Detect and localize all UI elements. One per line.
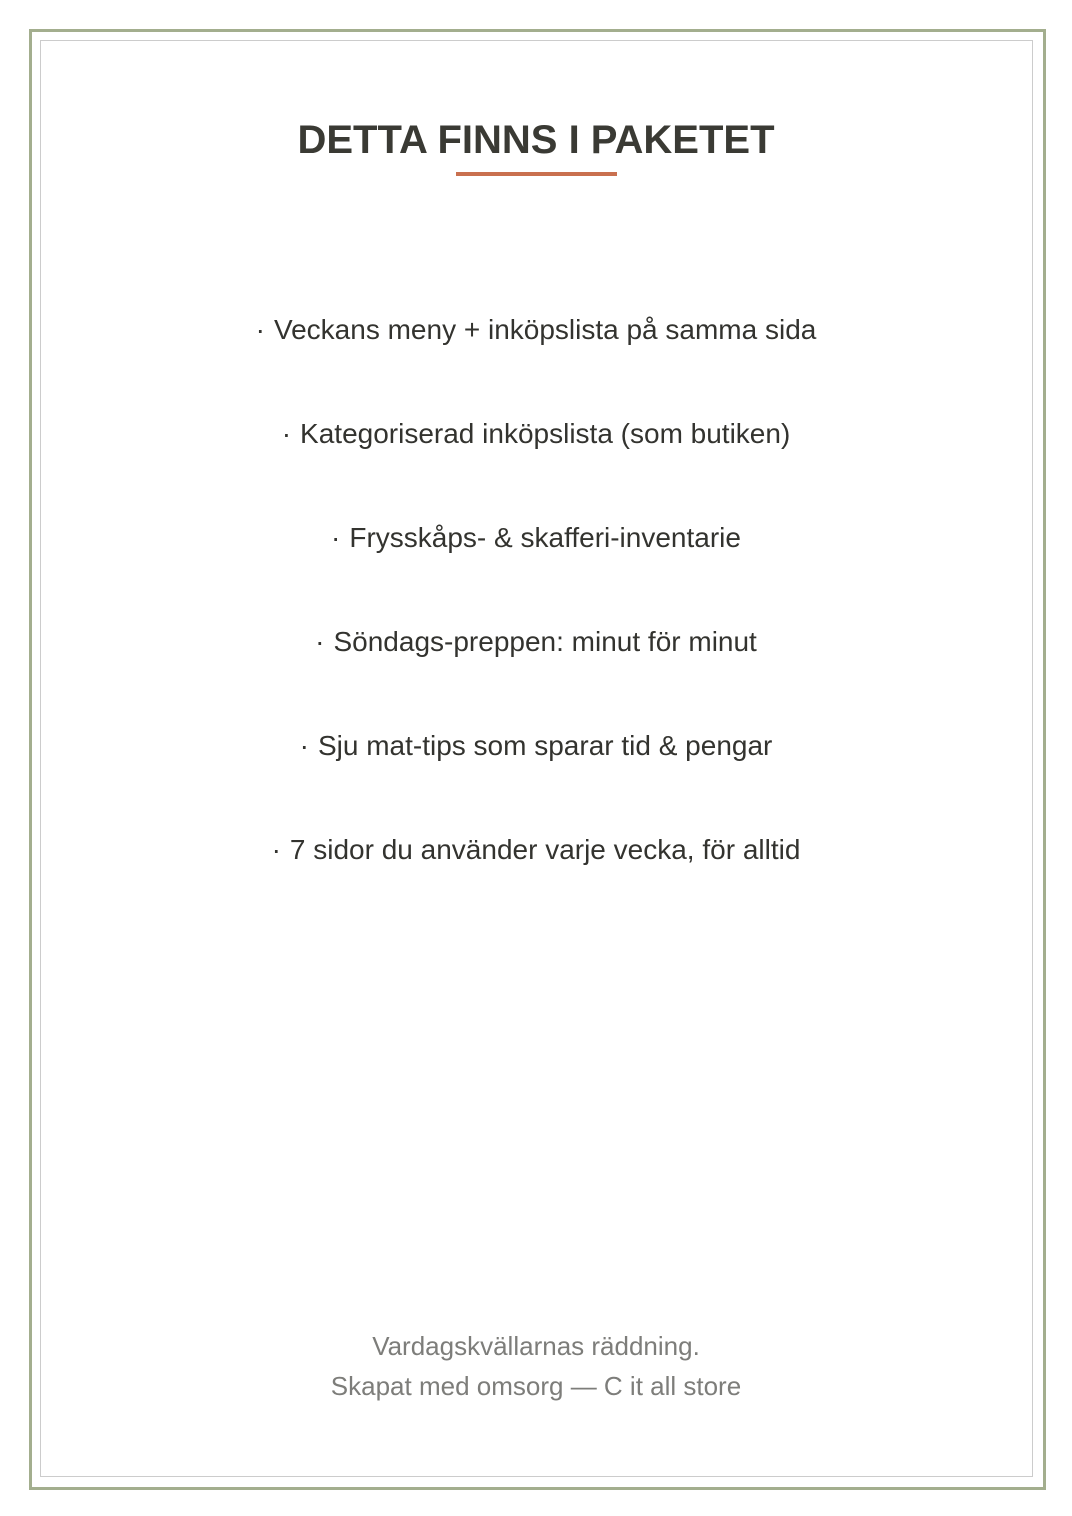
title-underline	[456, 172, 617, 176]
bullet-icon: ·	[281, 418, 292, 449]
page-title: DETTA FINNS I PAKETET	[297, 118, 775, 162]
list-item	[0, 512, 1072, 616]
bullet-icon: ·	[331, 522, 341, 553]
feature-text: Frysskåps- & skafferi-inventarie	[349, 522, 741, 553]
footer-tagline: Vardagskvällarnas räddning.	[372, 1331, 700, 1361]
list-item	[0, 824, 1072, 928]
feature-text: Veckans meny + inköpslista på samma sida	[273, 314, 817, 345]
list-item	[0, 616, 1072, 720]
bullet-icon: ·	[299, 730, 309, 761]
list-item	[0, 304, 1072, 408]
list-item	[0, 720, 1072, 824]
feature-text: Kategoriserad inköpslista (som butiken)	[300, 418, 791, 449]
bullet-icon: ·	[271, 834, 281, 865]
bullet-icon: ·	[315, 626, 325, 657]
bullet-icon: ·	[255, 314, 265, 345]
feature-list	[0, 304, 1072, 928]
footer	[0, 1326, 1072, 1406]
footer-credit: Skapat med omsorg — C it all store	[330, 1371, 742, 1401]
feature-text: 7 sidor du använder varje vecka, för alltid	[289, 834, 801, 865]
list-item	[0, 408, 1072, 512]
feature-text: Sju mat-tips som sparar tid & pengar	[317, 730, 773, 761]
feature-text: Söndags-preppen: minut för minut	[333, 626, 757, 657]
